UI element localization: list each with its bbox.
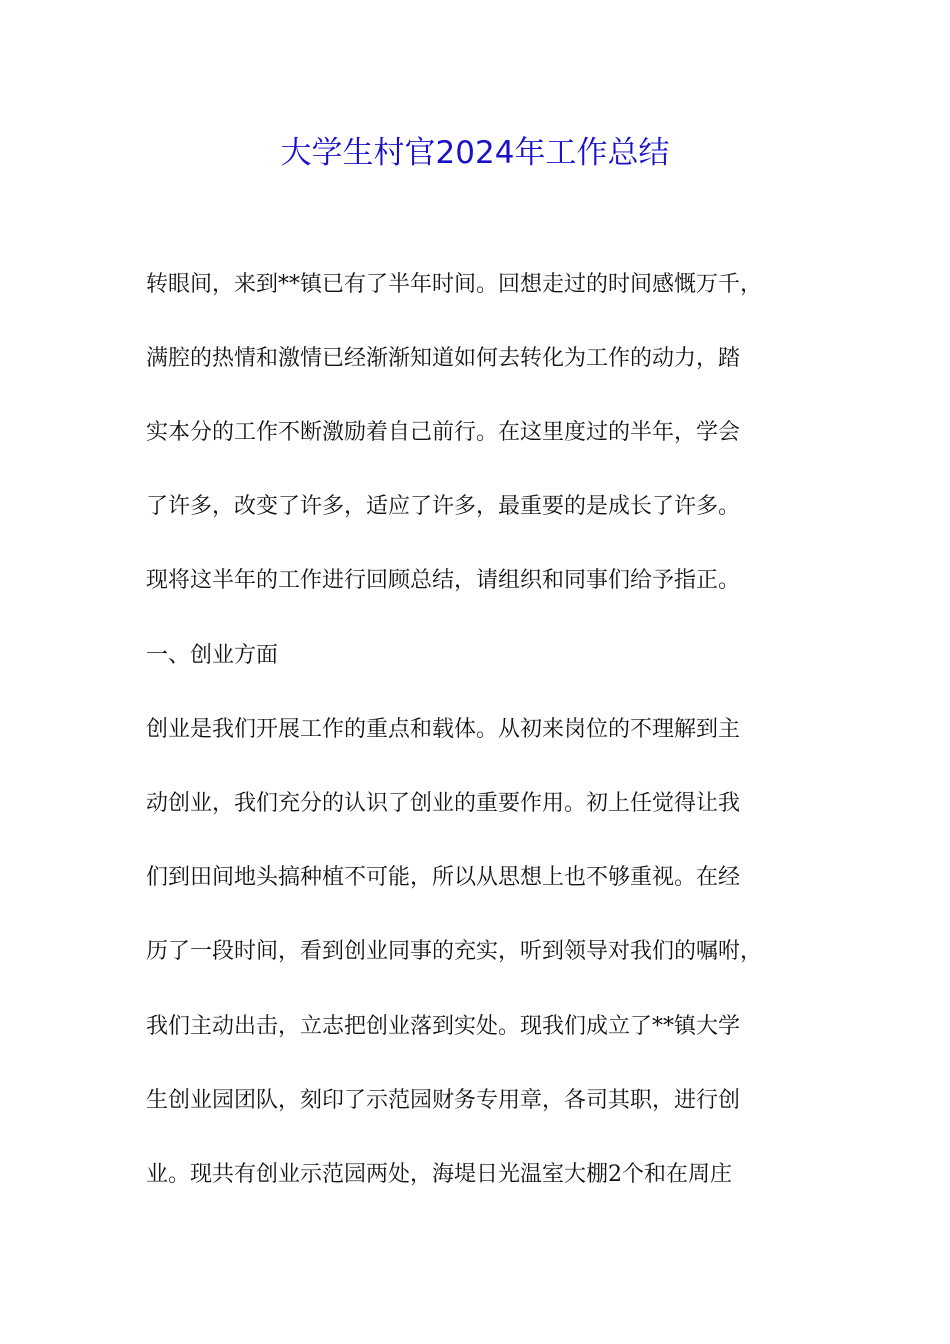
paragraph-line: 我们主动出击，立志把创业落到实处。现我们成立了**镇大学	[146, 1014, 741, 1039]
paragraph-line: 生创业园团队，刻印了示范园财务专用章，各司其职，进行创	[146, 1088, 741, 1113]
paragraph-line: 历了一段时间，看到创业同事的充实，听到领导对我们的嘱咐，	[146, 939, 763, 964]
paragraph-line: 动创业，我们充分的认识了创业的重要作用。初上任觉得让我	[146, 791, 741, 816]
paragraph-line: 实本分的工作不断激励着自己前行。在这里度过的半年，学会	[146, 420, 741, 445]
document-title: 大学生村官2024年工作总结	[280, 135, 670, 171]
section-heading: 一、创业方面	[146, 643, 279, 668]
paragraph-line: 转眼间，来到**镇已有了半年时间。回想走过的时间感慨万千，	[146, 272, 763, 297]
paragraph-line: 业。现共有创业示范园两处，海堤日光温室大棚2个和在周庄	[146, 1162, 732, 1187]
paragraph-line: 了许多，改变了许多，适应了许多，最重要的是成长了许多。	[146, 494, 741, 519]
paragraph-line: 创业是我们开展工作的重点和载体。从初来岗位的不理解到主	[146, 717, 741, 742]
paragraph-line: 现将这半年的工作进行回顾总结，请组织和同事们给予指正。	[146, 568, 741, 593]
paragraph-line: 满腔的热情和激情已经渐渐知道如何去转化为工作的动力，踏	[146, 346, 741, 371]
paragraph-line: 们到田间地头搞种植不可能，所以从思想上也不够重视。在经	[146, 865, 741, 890]
